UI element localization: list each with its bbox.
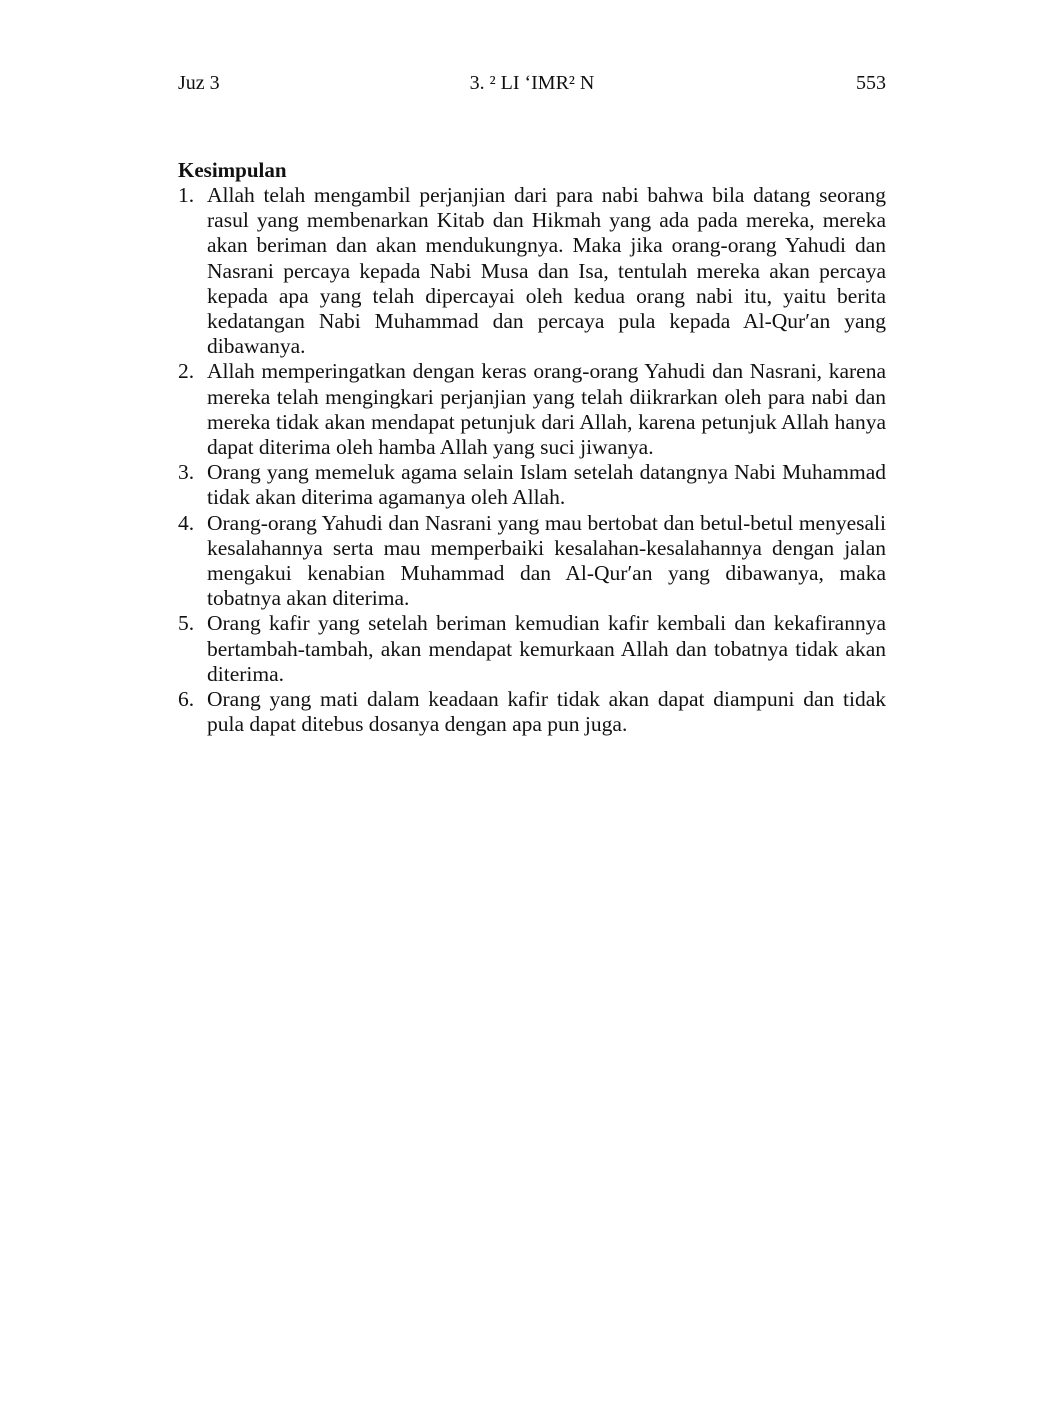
list-item-number: 6. [178,687,195,712]
section-title: Kesimpulan [178,158,287,182]
list-item [178,511,886,612]
list-item-number: 5. [178,611,195,636]
list-item [178,687,886,737]
surah-title: 3. ² LI ‘IMR² N [469,72,595,94]
list-item-text: Orang kafir yang setelah beriman kemudian kafir kembali dan kekafirannya bertambah-tambah, akan mendapat kemurkaan Allah dan tobatnya tidak akan diterima. [207,611,886,686]
list-item-number: 2. [178,359,195,384]
list-item-text: Orang yang mati dalam keadaan kafir tidak akan dapat diampuni dan tidak pula dapat ditebus dosanya dengan apa pun juga. [207,687,886,737]
list-item-text: Allah telah mengambil perjanjian dari para nabi bahwa bila datang seorang rasul yang membenarkan Kitab dan Hikmah yang ada pada mereka, mereka akan beriman dan akan mendukungnya. Maka jika orang-orang Yahudi dan Nasrani percaya kepada Nabi Musa dan Isa, tentulah mereka akan percaya kepada apa yang telah dipercayai oleh kedua orang nabi itu, yaitu berita kedatangan Nabi Muhammad dan percaya pula kepada Al-Qur′an yang dibawanya. [207,183,886,359]
list-item [178,359,886,460]
main-content [178,158,886,737]
list-item [178,183,886,359]
list-item-text: Orang-orang Yahudi dan Nasrani yang mau bertobat dan betul-betul menyesali kesalahannya serta mau memperbaiki kesalahan-kesalahannya dengan jalan mengakui kenabian Muhammad dan Al-Qur′an yang dibawanya, maka tobatnya akan diterima. [207,510,886,611]
page-header [178,72,886,102]
list-item-text: Orang yang memeluk agama selain Islam setelah datangnya Nabi Muhammad tidak akan diterima agamanya oleh Allah. [207,460,886,510]
list-item [178,611,886,687]
page-number: 553 [856,72,886,94]
list-item-number: 1. [178,183,195,207]
list-item-number: 4. [178,510,195,535]
list-item-text: Allah memperingatkan dengan keras orang-orang Yahudi dan Nasrani, karena mereka telah mengingkari perjanjian yang telah diikrarkan oleh para nabi dan mereka tidak akan mendapat petunjuk dari Allah, karena petunjuk Allah hanya dapat diterima oleh hamba Allah yang suci jiwanya. [207,359,886,460]
list-item [178,460,886,510]
conclusion-list [178,183,886,737]
juz-label: Juz 3 [178,72,220,94]
list-item-number: 3. [178,460,195,485]
